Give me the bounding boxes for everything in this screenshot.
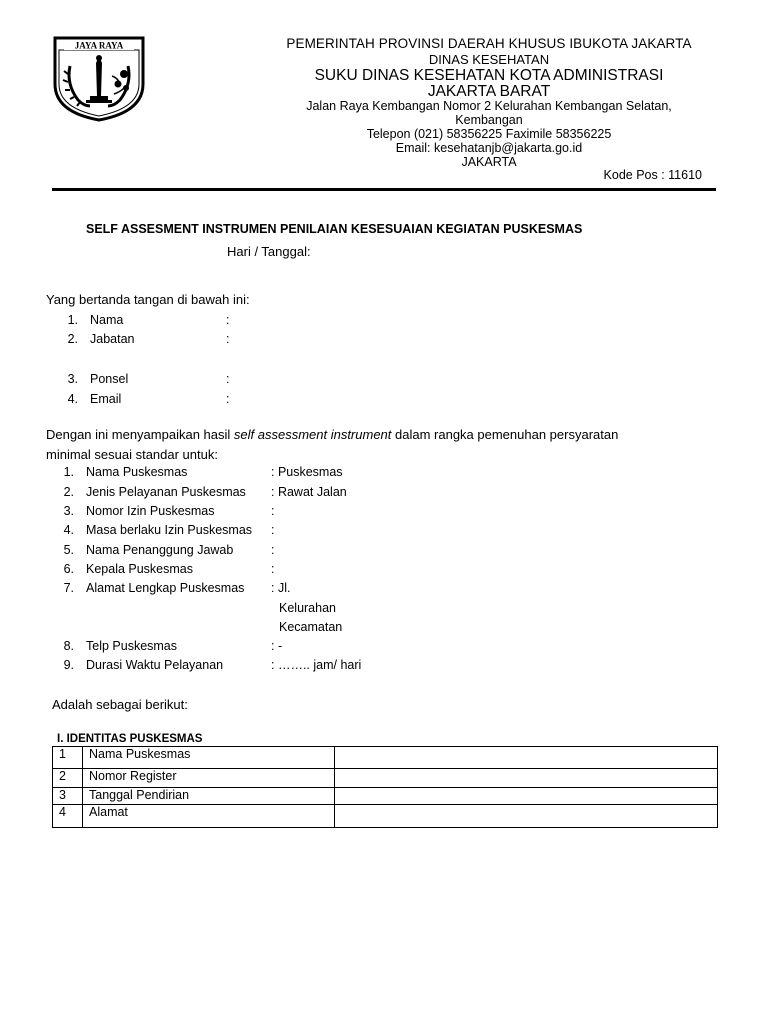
puskesmas-label: Nama Penanggung Jawab <box>86 543 234 557</box>
closing-text: Adalah sebagai berikut: <box>52 697 188 712</box>
header-address: Jalan Raya Kembangan Nomor 2 Kelurahan Kembangan Selatan, <box>306 99 672 113</box>
row-label: Tanggal Pendirian <box>83 788 335 805</box>
header-government: PEMERINTAH PROVINSI DAERAH KHUSUS IBUKOTA JAKARTA <box>286 36 692 51</box>
puskesmas-number: 7. <box>63 581 74 595</box>
header-city: JAKARTA BARAT <box>427 83 551 100</box>
puskesmas-number: 6. <box>63 562 74 576</box>
puskesmas-value: : Rawat Jalan <box>271 485 347 499</box>
signer-number: 4. <box>67 392 78 406</box>
header-divider <box>52 188 716 191</box>
header-suku-dinas: SUKU DINAS KESEHATAN KOTA ADMINISTRASI <box>314 67 664 84</box>
signer-number: 2. <box>67 332 78 346</box>
row-value <box>335 805 718 828</box>
puskesmas-number: 8. <box>63 639 74 653</box>
signer-colon: : <box>226 372 230 386</box>
puskesmas-value: : <box>271 543 275 557</box>
table-row <box>53 788 718 805</box>
signer-colon: : <box>226 332 230 346</box>
row-label: Nomor Register <box>83 769 335 788</box>
puskesmas-number: 9. <box>63 658 74 672</box>
table-row <box>53 769 718 788</box>
puskesmas-label: Alamat Lengkap Puskesmas <box>86 581 245 595</box>
row-number: 1 <box>53 747 83 769</box>
svg-text:JAYA RAYA: JAYA RAYA <box>74 40 124 51</box>
signer-label-position: Jabatan <box>90 332 135 346</box>
puskesmas-number: 3. <box>63 504 74 518</box>
puskesmas-label: Telp Puskesmas <box>86 639 178 653</box>
signer-number: 1. <box>67 313 78 327</box>
puskesmas-value: : <box>271 523 275 537</box>
signer-colon: : <box>226 392 230 406</box>
header-phone: Telepon (021) 58356225 Faximile 58356225 <box>366 127 612 141</box>
signer-colon: : <box>226 313 230 327</box>
row-value <box>335 788 718 805</box>
jaya-raya-logo <box>52 36 146 122</box>
statement-line-2: minimal sesuai standar untuk: <box>46 447 218 462</box>
address-kelurahan: Kelurahan <box>279 601 336 615</box>
puskesmas-number: 1. <box>63 465 74 479</box>
puskesmas-number: 5. <box>63 543 74 557</box>
puskesmas-value: : <box>271 562 275 576</box>
row-number: 4 <box>53 805 83 828</box>
identitas-table <box>52 746 718 828</box>
puskesmas-value: : - <box>271 639 283 653</box>
signer-label-name: Nama <box>90 313 124 327</box>
address-kecamatan: Kecamatan <box>279 620 343 634</box>
puskesmas-number: 2. <box>63 485 74 499</box>
row-value <box>335 769 718 788</box>
signer-intro: Yang bertanda tangan di bawah ini: <box>46 292 250 307</box>
table-row <box>53 805 718 828</box>
puskesmas-label: Durasi Waktu Pelayanan <box>86 658 224 672</box>
identitas-section-title: I. IDENTITAS PUSKESMAS <box>57 733 203 745</box>
puskesmas-value: : Jl. <box>271 581 291 595</box>
puskesmas-value: : <box>271 504 275 518</box>
puskesmas-number: 4. <box>63 523 74 537</box>
row-number: 3 <box>53 788 83 805</box>
row-number: 2 <box>53 769 83 788</box>
signer-label-phone: Ponsel <box>90 372 129 386</box>
puskesmas-value: : Puskesmas <box>271 465 343 479</box>
header-dinas: DINAS KESEHATAN <box>428 52 550 67</box>
puskesmas-label: Nama Puskesmas <box>86 465 188 479</box>
header-postal-code: Kode Pos : 11610 <box>603 168 702 182</box>
header-city-name: JAKARTA <box>461 155 517 169</box>
row-label: Alamat <box>83 805 335 828</box>
puskesmas-value: : …….. jam/ hari <box>271 658 362 672</box>
puskesmas-label: Jenis Pelayanan Puskesmas <box>86 485 246 499</box>
statement-line-1: Dengan ini menyampaikan hasil self assessment instrument dalam rangka pemenuhan persyaratan <box>46 427 619 442</box>
puskesmas-label: Nomor Izin Puskesmas <box>86 504 215 518</box>
signer-number: 3. <box>67 372 78 386</box>
row-label: Nama Puskesmas <box>83 747 335 769</box>
date-label: Hari / Tanggal: <box>227 244 311 259</box>
header-address-district: Kembangan <box>455 113 523 127</box>
puskesmas-label: Masa berlaku Izin Puskesmas <box>86 523 253 537</box>
table-row <box>53 747 718 769</box>
signer-label-email: Email <box>90 392 122 406</box>
document-title: SELF ASSESMENT INSTRUMEN PENILAIAN KESESUAIAN KEGIATAN PUSKESMAS <box>86 222 583 236</box>
row-value <box>335 747 718 769</box>
puskesmas-label: Kepala Puskesmas <box>86 562 194 576</box>
header-email: Email: kesehatanjb@jakarta.go.id <box>395 141 583 155</box>
